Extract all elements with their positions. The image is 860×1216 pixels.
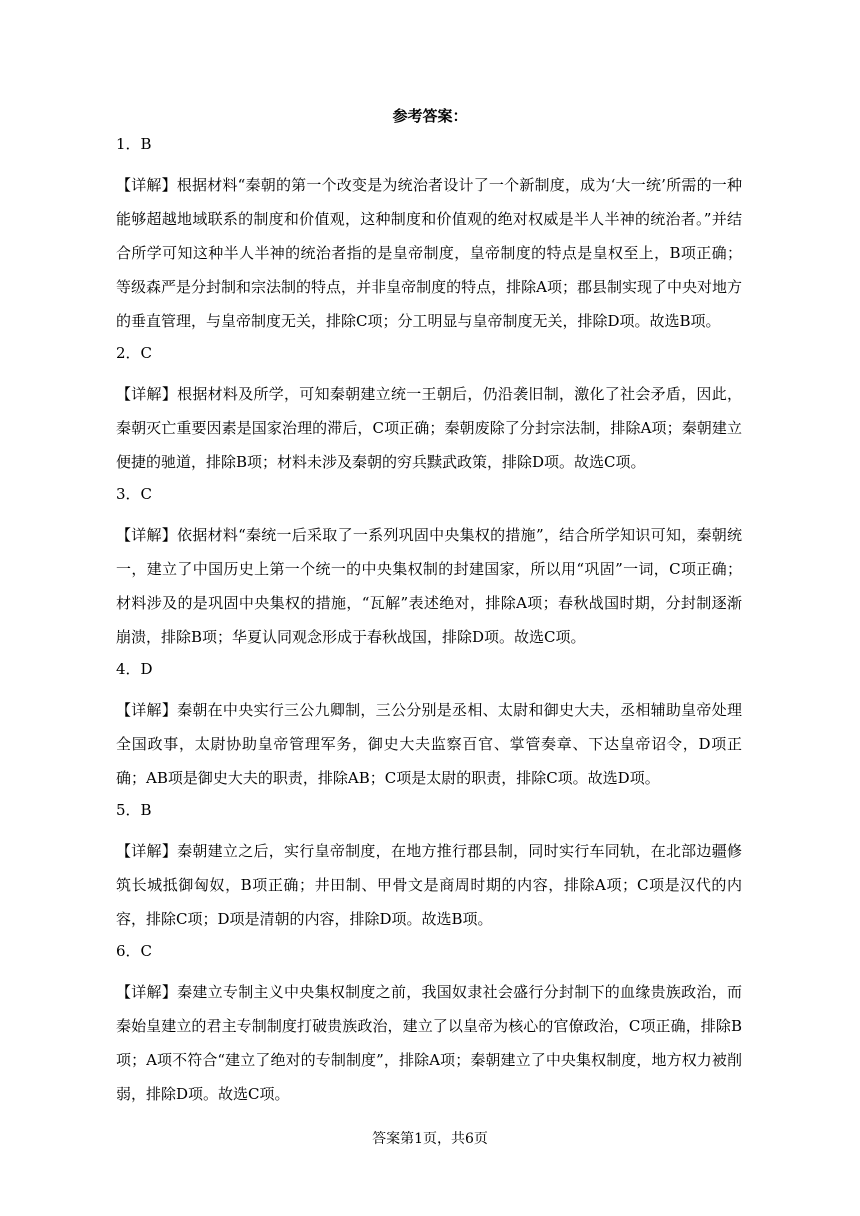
answer-explanation — [116, 693, 742, 795]
answer-explanation — [116, 975, 742, 1111]
page-footer: 答案第1页，共6页 — [372, 1131, 488, 1147]
explanation-tag: 【详解】 — [116, 385, 178, 403]
answer-explanation — [116, 518, 742, 654]
page-title: 参考答案： — [392, 107, 468, 125]
answer-list — [116, 134, 742, 1116]
answer-item — [116, 343, 742, 479]
explanation-tag: 【详解】 — [116, 842, 178, 860]
answer-explanation — [116, 168, 742, 338]
explanation-text: 秦朝建立之后，实行皇帝制度，在地方推行郡县制，同时实行车同轨，在北部边疆修筑长城抵御匈奴，B项正确；井田制、甲骨文是商周时期的内容，排除A项；C项是汉代的内容，排除C项；D项是清朝的内容，排除D项。故选B项。 — [116, 842, 742, 928]
answer-number: 6．C — [116, 942, 153, 960]
answer-number: 1．B — [116, 135, 152, 153]
explanation-text: 依据材料“秦统一后采取了一系列巩固中央集权的措施”，结合所学知识可知，秦朝统一，建立了中国历史上第一个统一的中央集权制的封建国家，所以用“巩固”一词，C项正确；材料涉及的是巩固中央集权的措施，“瓦解”表述绝对，排除A项；春秋战国时期，分封制逐渐崩溃，排除B项；华夏认同观念形成于春秋战国，排除D项。故选C项。 — [116, 526, 742, 646]
answer-item — [116, 800, 742, 936]
answer-number: 3．C — [116, 485, 153, 503]
answer-item — [116, 484, 742, 654]
answer-number: 2．C — [116, 344, 153, 362]
explanation-tag: 【详解】 — [116, 176, 177, 194]
answer-number: 4．D — [116, 660, 153, 678]
answer-item — [116, 134, 742, 338]
answer-explanation — [116, 834, 742, 936]
explanation-text: 根据材料“秦朝的第一个改变是为统治者设计了一个新制度，成为‘大一统’所需的一种能够超越地域联系的制度和价值观，这种制度和价值观的绝对权威是半人半神的统治者。”并结合所学可知这种半人半神的统治者指的是皇帝制度，皇帝制度的特点是皇权至上，B项正确；等级森严是分封制和宗法制的特点，并非皇帝制度的特点，排除A项；郡县制实现了中央对地方的垂直管理，与皇帝制度无关，排除C项；分工明显与皇帝制度无关，排除D项。故选B项。 — [116, 176, 742, 330]
answer-number: 5．B — [116, 801, 152, 819]
answer-item — [116, 941, 742, 1111]
explanation-text: 根据材料及所学，可知秦朝建立统一王朝后，仍沿袭旧制，激化了社会矛盾，因此，秦朝灭亡重要因素是国家治理的滞后，C项正确；秦朝废除了分封宗法制，排除A项；秦朝建立便捷的驰道，排除B项；材料未涉及秦朝的穷兵黩武政策，排除D项。故选C项。 — [116, 385, 742, 471]
explanation-tag: 【详解】 — [116, 526, 178, 544]
explanation-tag: 【详解】 — [116, 701, 178, 719]
answer-item — [116, 659, 742, 795]
explanation-text: 秦建立专制主义中央集权制度之前，我国奴隶社会盛行分封制下的血缘贵族政治，而秦始皇建立的君主专制制度打破贵族政治，建立了以皇帝为核心的官僚政治，C项正确，排除B项；A项不符合“建立了绝对的专制制度”，排除A项；秦朝建立了中央集权制度，地方权力被削弱，排除D项。故选C项。 — [116, 983, 742, 1103]
explanation-text: 秦朝在中央实行三公九卿制，三公分别是丞相、太尉和御史大夫，丞相辅助皇帝处理全国政事，太尉协助皇帝管理军务，御史大夫监察百官、掌管奏章、下达皇帝诏令，D项正确；AB项是御史大夫的职责，排除AB；C项是太尉的职责，排除C项。故选D项。 — [116, 701, 742, 787]
explanation-tag: 【详解】 — [116, 983, 178, 1001]
answer-explanation — [116, 377, 742, 479]
